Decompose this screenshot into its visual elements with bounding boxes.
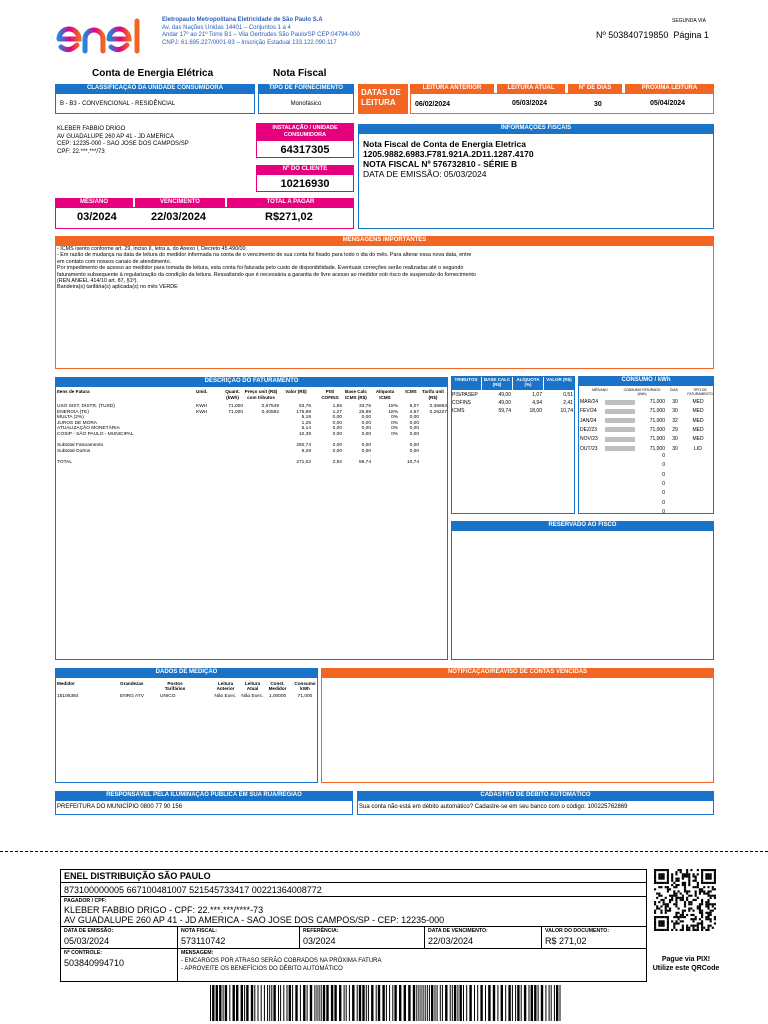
total-value: R$271,02 [265,211,313,223]
consumption-type: LID [694,445,702,452]
billing-column-header: ICMS [405,389,417,394]
tax-column-header: ALÍQUOTA (%) [513,376,543,390]
customer-cep: CEP: 12235-000 - SAO JOSE DOS CAMPOS/SP [57,141,189,147]
installation-box [256,140,354,158]
slip-payer: KLEBER FABBIO DRIGO - CPF: 22.***.***/****-73 [64,905,264,915]
consumption-value: 71,000 [649,408,665,415]
billing-cell: 271,02 [296,460,311,465]
slip-message-2: - APROVEITE OS BENEFÍCIOS DO DÉBITO AUTOMÁTICO [181,966,343,972]
billing-cell: MULTA (2%) [57,415,84,421]
consumption-bar [605,409,635,414]
billing-cell: 18% [388,404,398,409]
tax-column-header: TRIBUTOS [451,376,481,390]
billing-cell: COSIP - SÃO PAULO - MUNICIPAL [57,432,134,437]
billing-cell: TOTAL [57,460,73,465]
tax-cell: 4,94 [532,400,542,406]
slip-field-divider [424,926,425,948]
message-line: Bandeira(s) tarifária(s) aplicada(s) no mês VERDE [57,284,178,291]
billing-cell: 2,92 [332,460,342,465]
reading-days: 30 [594,101,602,108]
billing-cell: 25,98 [358,409,371,415]
consumption-type: MED [692,408,704,415]
slip-divider [60,926,647,927]
billing-cell: 1,27 [332,409,342,415]
slip-field-value: R$ 271,02 [545,936,587,946]
billing-cell: 10,39 [298,432,311,437]
billing-cell: 0,26227 [429,409,447,415]
billing-column-header: Base Calc ICMS (R$) [345,389,367,400]
consumption-type: MED [692,399,704,405]
billing-cell: 0,40592 [261,409,279,415]
slip-payer-address: AV GUADALUPE 260 AP 41 - JD AMERICA - SAO JOSE DOS CAMPOS/SP - CEP: 12235-000 [64,915,445,925]
customer-address: AV GUADALUPE 260 AP 41 - JD AMERICA [57,133,174,140]
consumption-column-header: MÊS/ANO [592,388,608,392]
reading-prev: 06/02/2024 [415,101,451,108]
classification-value: B - B3 - CONVENCIONAL - RESIDÊNCIAL [60,101,176,107]
consumption-bar [605,437,635,442]
billing-cell: 0,00 [361,432,371,437]
billing-cell: 260,74 [296,443,311,449]
consumption-month: OUT/23 [580,445,598,452]
tax-cell: COFINS [452,400,471,406]
installation-header: INSTALAÇÃO / UNIDADE CONSUMIDORA [256,123,354,140]
reading-current-header: LEITURA ATUAL [497,84,565,93]
tax-cell: PIS/PASEP [452,392,478,398]
classification-box [55,93,255,114]
tax-cell: 0,51 [563,392,573,398]
tax-cell: 10,74 [560,408,573,414]
billing-cell: 0,00 [361,443,371,449]
consumption-empty-value: 0 [662,462,665,469]
billing-cell: 71,000 [228,409,243,415]
billing-cell: USO SIST. DISTR. (TUSD) [57,404,115,409]
slip-control-label: Nº CONTROLE: [64,950,102,956]
supply-value: Monofásico [290,101,322,107]
billing-cell: 0,67549 [261,404,279,409]
reserved-header: RESERVADO AO FISCO [451,521,714,530]
billing-cell: 0,00 [361,448,371,454]
slip-field-label: DATA DE VENCIMENTO: [428,928,488,934]
consumption-value: 71,000 [649,426,665,433]
message-line: em contato com nossos canais de atendimento. [57,258,172,265]
slip-payer-label: PAGADOR / CPF: [64,898,107,904]
consumption-days: 30 [672,436,678,443]
consumption-month: MAR/24 [580,399,599,405]
notification-box [321,677,714,783]
consumption-type: MED [692,436,704,443]
fiscal-line-2: 1205.9882.6983.F781.921A.2D11.1287.4170 [363,149,534,159]
barcode-icon [210,985,562,1021]
fiscal-line-4: DATA DE EMISSÃO: 05/03/2024 [363,169,487,179]
bill-number [596,30,709,40]
billing-cell: 0,00 [409,420,419,426]
slip-divider [60,896,647,897]
page-number: Página 1 [673,30,709,40]
client-header: Nº DO CLIENTE [256,165,354,174]
consumption-column-header: TIPO DE FATURAMENTO [687,388,713,396]
pix-caption-1: Pague via PIX! [661,956,711,963]
messages-header: MENSAGENS IMPORTANTES [55,236,714,245]
consumption-days: 30 [672,408,678,415]
billing-cell: 18% [388,409,398,415]
slip-barcode-line: 873100000005 667100481007 521545733417 00221364008772 [64,885,322,895]
measurement-cell: UNICO [160,694,176,699]
billing-cell: 33,76 [358,404,371,409]
billing-cell: Subtotal Outros [57,448,91,454]
slip-field-value: 22/03/2024 [428,936,474,946]
consumption-value: 71,000 [649,417,665,424]
reading-prev-header: LEITURA ANTERIOR [410,84,494,93]
consumption-month: FEV/24 [580,408,597,415]
consumption-bar [605,400,635,405]
slip-field-label: VALOR DO DOCUMENTO: [545,928,610,934]
message-line: - Em razão de mudança na data de leitura do medidor informada na conta de o vencimento de sua conta foi fixado para todo o dia do mês. Para alterar essa nova data, entre [57,252,472,259]
billing-cell: JUROS DE MORA [57,420,97,426]
slip-divider [60,948,647,949]
customer-info [57,126,189,156]
consumption-days: 29 [672,426,678,433]
measurement-cell: ENRG ATV [120,694,144,699]
supply-header: TIPO DE FORNECIMENTO [258,84,354,93]
consumption-month: NOV/23 [580,436,598,443]
billing-cell: 0,00 [409,426,419,432]
billing-column-header: Valor (R$) [285,389,307,394]
consumption-bar [605,418,635,423]
bill-title: Conta de Energia Elétrica [92,68,214,79]
client-value: 10216930 [280,178,330,190]
slip-field-value: 03/2024 [303,936,336,946]
pix-qr-code-icon [654,869,716,955]
company-address-1: Av. das Nações Unidas 14401 – Conjuntos 1 a 4 [162,24,291,31]
measurement-column-header: Leitura Atual [244,681,261,692]
slip-company: ENEL DISTRIBUIÇÃO SÃO PAULO [64,871,211,881]
reading-days-header: Nº DE DIAS [568,84,622,93]
tax-cell: 18,00 [529,408,542,414]
tax-cell: 2,41 [563,400,573,406]
message-line: Por impedimento de acesso ao medidor para tomada de leitura, esta conta foi faturada pelo custo de disponibilidade. Eventuais correções serão realizadas até o segundo [57,265,464,272]
tax-cell: 49,00 [498,400,511,406]
billing-cell: 0% [391,432,398,437]
consumption-column-header: CONSUMO FATURADO (kWh) [623,388,661,396]
invoice-title: Nota Fiscal [273,68,327,79]
measurement-column-header: Leitura Anterior [216,681,235,692]
fiscal-line-1: Nota Fiscal de Conta de Energia Eletrica [363,139,526,149]
enel-logo [55,15,145,55]
billing-cell: ENERGIA (TE) [57,409,89,415]
billing-cell: 0,00 [332,448,342,454]
billing-cell: 5,14 [301,426,311,432]
billing-cell: 0,00 [332,420,342,426]
measurement-cell: Não Exec. [241,694,264,699]
month-header: MÊS/ANO [55,198,133,207]
billing-cell: 0,00 [332,415,342,421]
company-cnpj: CNPJ: 61.695.227/0001-93 – Inscrição Estadual 133.122.090.117 [162,39,337,46]
consumption-days: 30 [672,445,678,452]
slip-message-label: MENSAGEM: [181,950,214,956]
measurement-cell: 15106384 [57,694,79,699]
messages-list [57,246,476,291]
due-header: VENCIMENTO [135,198,225,207]
measurement-column-header: Grandezas [120,681,144,686]
slip-field-label: NOTA FISCAL: [181,928,218,934]
billing-cell: 10,74 [406,460,419,465]
billing-cell: 0,00 [361,420,371,426]
billing-header: DESCRIÇÃO DO FATURAMENTO [55,377,448,386]
customer-name: KLEBER FABBIO DRIGO [57,126,126,132]
billing-cell: 1,25 [301,420,311,426]
billing-column-header: Quant. (kWh) [225,389,240,400]
slip-field-divider [177,926,178,948]
reading-current: 05/03/2024 [512,100,548,107]
consumption-header: CONSUMO / kWh [578,376,714,385]
supply-box [258,93,354,114]
consumption-value: 71,000 [649,445,665,452]
consumption-empty-value: 0 [662,453,665,459]
reserved-box [451,530,714,660]
billing-cell: 0,00 [409,432,419,437]
company-info [162,17,422,47]
client-box [256,174,354,192]
billing-cell: 5,19 [301,415,311,421]
messages-box [55,245,714,369]
slip-message-1: - ENCARGOS POR ATRASO SERÃO COBRADOS NA PRÓXIMA FATURA [181,958,382,964]
customer-cpf: CPF: 22.***.***/73 [57,148,105,155]
billing-column-header: Tarifa unit (R$) [422,389,444,400]
measurement-column-header: Medidor [57,681,75,686]
consumption-month: JAN/24 [580,417,597,424]
lighting-header: RESPONSÁVEL PELA ILUMINAÇÃO PÚBLICA EM SUA RUA/REGIÃO [55,791,353,800]
message-line: faturamento subsequente à regularização da condição da leitura. Ressaltando que é necessária a garantia de livre acesso ao medidor sob risco de suspensão do fornecimento [57,271,476,278]
billing-cell: 175,98 [296,409,311,415]
billing-cell: KWH [196,409,208,415]
consumption-days: 30 [672,399,678,405]
month-value: 03/2024 [77,211,117,223]
company-address-2: Andar 17º ao 21º Torre B1 – Vila Gertrudes São Paulo/SP CEP:04794-000 [162,32,360,38]
lighting-value: PREFEITURA DO MUNICÍPIO 0800 77 90 156 [57,804,183,810]
slip-divider [60,882,647,883]
readings-title: DATAS DE LEITURA [358,84,408,114]
installation-value: 64317305 [280,144,330,156]
consumption-column-header: DIAS [670,388,678,392]
measurement-column-header: Const. Medidor [268,681,287,692]
consumption-empty-value: 0 [662,499,665,506]
billing-cell: 0,00 [332,432,342,437]
consumption-value: 71,000 [649,436,665,443]
billing-cell: 0% [391,426,398,432]
slip-divider [177,948,178,982]
pix-caption-2: Utilize este QRCode [652,964,720,972]
billing-cell: 0,36663 [429,404,447,409]
measurement-box [55,677,318,783]
billing-cell: KWH [196,404,208,409]
tax-cell: 1,07 [532,392,542,398]
billing-cell: 0,00 [409,443,419,449]
consumption-days: 32 [672,417,678,424]
measurement-cell: 1,00000 [268,694,287,699]
billing-cell: 0,00 [332,426,342,432]
copy-label: SEGUNDA VIA [672,18,706,24]
consumption-bar [605,427,635,432]
billing-cell: 0,00 [409,448,419,454]
reading-next: 05/04/2024 [650,100,686,107]
slip-field-divider [541,926,542,948]
slip-field-label: DATA DE EMISSÃO: [64,928,114,934]
consumption-empty-value: 0 [662,508,665,515]
message-line: - ICMS isento conforme art. 29, inciso II, letra a, do Anexo I, Decreto 45.490/00. [57,246,247,252]
fiscal-line-3: NOTA FISCAL Nº 576732810 - SÉRIE B [363,159,518,169]
total-header: TOTAL A PAGAR [227,198,354,207]
measurement-column-header: Postos Tarifários [164,681,186,692]
slip-field-value: 05/03/2024 [64,936,110,946]
pix-caption [650,956,722,973]
tax-column-header: VALOR (R$) [544,376,574,390]
billing-cell: Subtotal Faturamento [57,443,104,449]
slip-field-value: 573110742 [181,936,226,946]
consumption-type: MED [692,426,704,433]
billing-cell: 0,00 [361,426,371,432]
measurement-header: DADOS DE MEDIÇÃO [55,668,318,677]
billing-cell: 0% [391,420,398,426]
billing-cell: 0% [391,415,398,421]
slip-field-divider [299,926,300,948]
billing-column-header: Preço unit (R$) com tributos [244,389,278,400]
consumption-value: 71,000 [649,399,665,405]
company-name: Eletropaulo Metropolitana Eletricidade de São Paulo S.A [162,17,323,23]
slip-field-label: REFERÊNCIA: [303,928,339,934]
billing-cell: 63,76 [298,404,311,409]
notification-header: NOTIFICAÇÃO/REAVISO DE CONTAS VENCIDAS [321,668,714,677]
consumption-type: MED [692,417,704,424]
billing-column-header: Itens de Fatura [57,389,90,394]
debit-box [357,800,714,815]
billing-cell: 6,07 [409,404,419,409]
fiscal-header: INFORMAÇÕES FISCAIS [358,124,714,133]
consumption-empty-value: 0 [662,480,665,487]
measurement-cell: Não Exec. [214,694,237,699]
billing-cell: ATUALIZAÇÃO MONETÁRIA [57,426,120,432]
billing-cell: 9,28 [301,448,311,454]
measurement-column-header: Consumo kWh [294,681,316,692]
billing-cell: 1,65 [332,404,342,409]
billing-cell: 71,000 [228,404,243,409]
billing-column-header: Alíquota ICMS [375,389,395,400]
debit-header: CADASTRO DE DÉBITO AUTOMÁTICO [357,791,714,800]
consumption-bar [605,446,635,451]
consumption-empty-value: 0 [662,490,665,497]
tax-column-header: BASE CALC (R$) [482,376,512,390]
tax-cell: ICMS [452,408,465,414]
debit-value: Sua conta não está em débito automático? Cadastre-se em seu banco com o código: 100225762869 [359,804,628,810]
measurement-cell: 71,000 [297,694,313,699]
invoice-number: Nº 503840719850 [596,30,669,40]
billing-column-header: PIS/ COFINS [321,389,339,400]
billing-cell: 59,74 [358,460,371,465]
lighting-box [55,800,353,815]
tax-cell: 49,00 [498,392,511,398]
reading-next-header: PRÓXIMA LEITURA [625,84,714,93]
billing-cell: 0,00 [361,415,371,421]
fiscal-box [358,133,714,229]
classification-header: CLASSIFICAÇÃO DA UNIDADE CONSUMIDORA [55,84,255,93]
tax-cell: 59,74 [498,408,511,414]
consumption-month: DEZ/23 [580,426,597,433]
billing-cell: 4,67 [409,409,419,415]
message-line: (REN ANEEL 414/10 art. 87, §1º). [57,278,138,285]
due-value: 22/03/2024 [151,211,207,223]
billing-cell: 0,00 [332,443,342,449]
cut-line [0,851,768,852]
billing-column-header: Unid. [196,389,208,394]
slip-control: 503840994710 [64,958,125,968]
billing-cell: 0,00 [409,415,419,421]
consumption-empty-value: 0 [662,471,665,478]
